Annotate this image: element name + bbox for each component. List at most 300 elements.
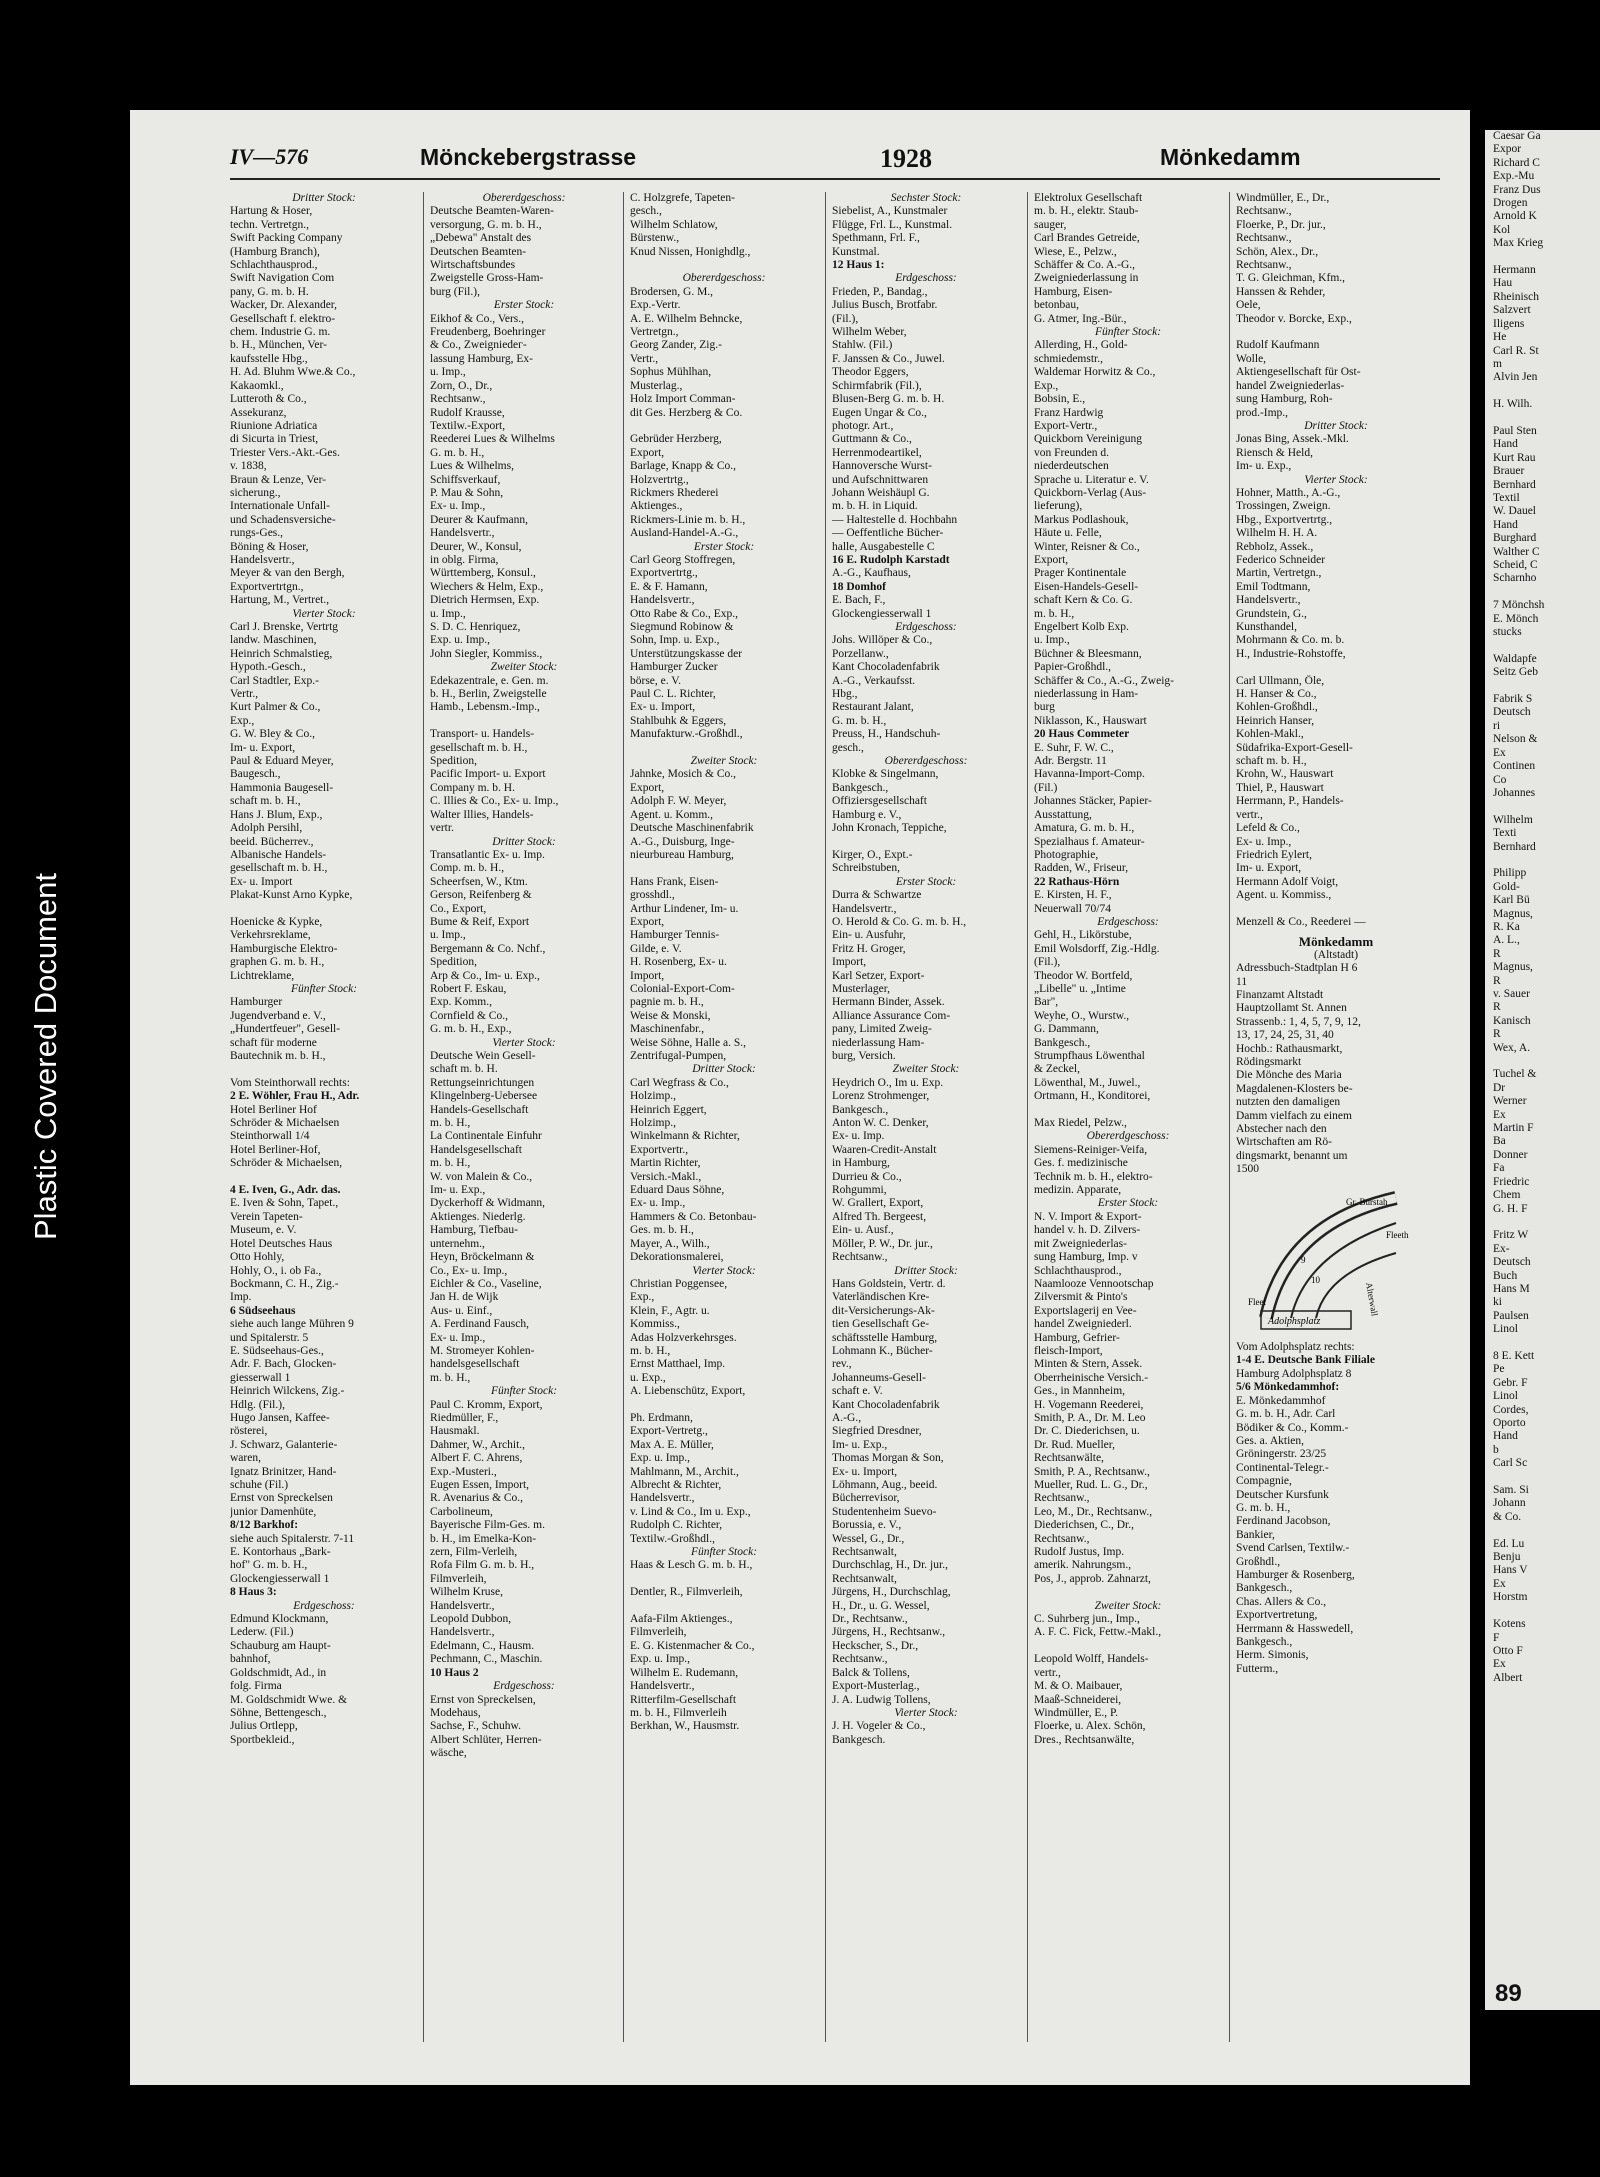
entry-line: Albanische Handels-	[230, 848, 327, 861]
entry-line: Sportbekleid.,	[230, 1733, 295, 1746]
adjacent-entry-line: R	[1493, 1028, 1501, 1041]
entry-line: Riedmüller, F.,	[430, 1411, 499, 1424]
entry-line: C. Holzgrefe, Tapeten-	[630, 192, 735, 204]
entry-line: „Libelle" u. „Intime	[1034, 982, 1126, 995]
entry-line: Rödingsmarkt	[1236, 1056, 1302, 1068]
entry-line: Walter Illies, Handels-	[430, 808, 534, 821]
entry-line: Krohn, W., Hauswart	[1236, 768, 1334, 781]
entry-line: Glockengiesserwall 1	[832, 607, 932, 620]
entry-line: Allerding, H., Gold-	[1034, 339, 1128, 352]
entry-line: Erster Stock:	[693, 540, 755, 553]
entry-line: Fünfter Stock:	[690, 1546, 758, 1559]
adjacent-entry-line	[1485, 680, 1600, 693]
column-1	[230, 192, 418, 2052]
entry-line: Wacker, Dr. Alexander,	[230, 299, 338, 312]
entry-line: Riunione Adriatica	[230, 419, 318, 432]
entry-line: Dentler, R., Filmverleih,	[630, 1586, 743, 1599]
entry-line: Möller, P. W., Dr. jur.,	[832, 1237, 933, 1250]
entry-line: niederlassung in Ham-	[1034, 688, 1139, 701]
adjacent-entry-line: Bernhard	[1493, 840, 1536, 853]
entry-line: Rudolph C. Richter,	[630, 1519, 723, 1532]
entry-line: Winkelmann & Richter,	[630, 1130, 740, 1143]
entry-line: H. Ad. Bluhm Wwe.& Co.,	[230, 366, 356, 379]
entry-line: Stahlbuhk & Eggers,	[630, 714, 727, 727]
entry-line: Erdgeschoss:	[1097, 915, 1159, 928]
adjacent-entry-line: Otto F	[1493, 1644, 1523, 1657]
adjacent-entry-line: Texti	[1493, 827, 1517, 840]
entry-line: Heinrich Eggert,	[630, 1103, 707, 1116]
entry-line: Hermann Binder, Assek.	[832, 996, 945, 1009]
entry-line: Max A. E. Müller,	[630, 1438, 714, 1451]
adjacent-entry-line: A. L.,	[1493, 934, 1520, 947]
entry-line: Zweigstelle Gross-Ham-	[430, 272, 544, 285]
entry-line: G. m. b. H.,	[430, 446, 485, 459]
entry-line: Exportvertrtg.,	[630, 567, 698, 580]
entry-line: Hausmakl.	[430, 1425, 480, 1438]
entry-line: Spedition,	[430, 755, 477, 768]
entry-line: Unterstützungskasse der	[630, 647, 743, 660]
entry-line: Goldschmidt, Ad., in	[230, 1666, 327, 1679]
adjacent-entry-line	[1485, 1216, 1600, 1229]
adjacent-entry-line	[1485, 251, 1600, 264]
entry-line: Sprache u. Literatur e. V.	[1034, 473, 1149, 486]
entry-line: Johs. Willöper & Co.,	[832, 634, 933, 647]
adjacent-entry-line	[1485, 639, 1600, 652]
adjacent-entry-line: ki	[1493, 1296, 1502, 1309]
entry-line: Futterm.,	[1236, 1662, 1279, 1675]
entry-line: Filmverleih,	[430, 1572, 487, 1585]
entry-line: Rickmers-Linie m. b. H.,	[630, 513, 746, 526]
entry-line: prod.-Imp.,	[1236, 406, 1289, 419]
entry-line: Leo, M., Dr., Rechtsanw.,	[1034, 1505, 1153, 1518]
entry-line: bahnhof,	[230, 1653, 271, 1666]
adjacent-entry-line: Ex	[1493, 1658, 1506, 1671]
entry-line: Offiziersgesellschaft	[832, 795, 927, 808]
entry-line: Albrecht & Richter,	[630, 1479, 722, 1491]
entry-line: Rechtsanwälte,	[1034, 1452, 1104, 1465]
entry-line: Böning & Hoser,	[230, 540, 309, 553]
header-rule	[230, 178, 1440, 180]
map-label: Fleeth	[1386, 1229, 1409, 1240]
entry-line: Handelsvertr.,	[832, 902, 897, 915]
adjacent-entry-line: b	[1493, 1443, 1499, 1456]
entry-line: Gerson, Reifenberg &	[430, 889, 532, 902]
adjacent-entry-line: Nelson &	[1493, 733, 1538, 746]
adjacent-entry-line: R	[1493, 974, 1501, 987]
entry-line: W. Grallert, Export,	[832, 1197, 924, 1210]
entry-line: Frieden, P., Bandag.,	[832, 285, 928, 298]
adjacent-entry-line: Drogen	[1493, 197, 1528, 210]
entry-line: Dyckerhoff & Widmann,	[430, 1197, 546, 1210]
entry-line: siehe auch Spitalerstr. 7-11	[230, 1532, 355, 1545]
entry-line: Hammers & Co. Betonbau-	[630, 1210, 757, 1223]
entry-line: Quickborn-Verlag (Aus-	[1034, 486, 1147, 499]
entry-line: in Hamburg,	[832, 1157, 890, 1170]
entry-line: Hartung & Hoser,	[230, 205, 313, 218]
entry-line: hof" G. m. b. H.,	[230, 1559, 308, 1572]
adjacent-entry-line: Waldapfe	[1493, 652, 1537, 665]
entry-line: Julius Ortlepp,	[230, 1720, 298, 1733]
entry-line: Hamburg, Tiefbau-	[430, 1224, 518, 1237]
page-reference: IV—576	[230, 144, 309, 169]
entry-line: Ein- u. Ausfuhr,	[832, 929, 906, 942]
entry-line: Schlachthausprod.,	[230, 259, 318, 272]
entry-line: Comp. m. b. H.,	[430, 862, 505, 875]
adjacent-entry-line: Brauer	[1493, 465, 1525, 478]
entry-line: Handelsvertr.,	[630, 1492, 695, 1505]
entry-line: sung Hamburg, Roh-	[1236, 393, 1333, 406]
adjacent-entry-line: Richard C	[1493, 156, 1540, 169]
entry-line: m. b. H. in Liquid.	[832, 500, 918, 513]
entry-line: Aktiengesellschaft für Ost-	[1236, 366, 1361, 379]
entry-line: G. W. Bley & Co.,	[230, 728, 315, 741]
adjacent-entry-line	[1485, 1605, 1600, 1618]
entry-line: nieurbureau Hamburg,	[630, 848, 734, 861]
adjacent-entry-line: Kurt Rau	[1493, 451, 1536, 464]
entry-line: dit-Versicherungs-Ak-	[832, 1304, 935, 1317]
adjacent-entry-line: Scheid, C	[1493, 559, 1538, 571]
entry-line: siehe auch lange Mühren 9	[230, 1318, 354, 1331]
entry-line: 6 Südseehaus	[230, 1304, 296, 1317]
entry-line: junior Damenhüte,	[230, 1505, 317, 1518]
entry-line: Dekorationsmalerei,	[630, 1251, 724, 1264]
entry-line: Christian Poggensee,	[630, 1277, 728, 1290]
entry-line: Import,	[630, 969, 665, 982]
entry-line: Ritterfilm-Gesellschaft	[630, 1693, 737, 1706]
entry-line: Exp. u. Imp.,	[430, 634, 491, 647]
section-intro-lines	[1236, 962, 1436, 1177]
column-4	[832, 192, 1020, 2052]
entry-line: rösterei,	[230, 1425, 268, 1438]
entry-line: Siegfried Dresdner,	[832, 1425, 922, 1438]
entry-line: Deurer, W., Konsul,	[430, 540, 522, 553]
entry-line: Winter, Reisner & Co.,	[1034, 540, 1140, 553]
column-2	[430, 192, 618, 2052]
entry-line: & Zeckel,	[1034, 1063, 1080, 1076]
entry-line: Ex- u. Imp.,	[430, 1331, 486, 1344]
entry-line: v. Lind & Co., Im u. Exp.,	[630, 1505, 751, 1518]
entry-line: Dritter Stock:	[492, 835, 556, 848]
entry-line: Wessel, G., Dr.,	[832, 1532, 905, 1545]
entry-line: Kommiss.,	[630, 1318, 680, 1331]
adjacent-entry-line: & Co.	[1493, 1510, 1522, 1523]
entry-line: Jan H. de Wijk	[430, 1291, 499, 1304]
adjacent-entry-line: R. Ka	[1493, 920, 1520, 933]
entry-line: Paul C. L. Richter,	[630, 688, 716, 701]
entry-line: Erdgeschoss:	[493, 1680, 555, 1693]
entry-line: Jürgens, H., Durchschlag,	[832, 1586, 951, 1599]
entry-line: in oblg. Firma,	[430, 553, 499, 566]
adjacent-entry-line	[1485, 854, 1600, 867]
entry-line: Export-Musterlag.,	[832, 1680, 920, 1693]
entry-line: W. von Malein & Co.,	[430, 1170, 533, 1183]
entry-line: (Fil.),	[832, 312, 859, 325]
adjacent-entry-line: W. Dauel	[1493, 505, 1537, 518]
entry-line: M. & O. Maibauer,	[1034, 1680, 1123, 1693]
adjacent-entry-line: Dr	[1493, 1081, 1506, 1094]
entry-line: betonbau,	[1034, 299, 1080, 312]
entry-line: Barlage, Knapp & Co.,	[630, 460, 737, 473]
entry-line: Hohner, Matth., A.-G.,	[1236, 486, 1341, 499]
entry-line: Svend Carlsen, Textilw.-	[1236, 1542, 1350, 1555]
entry-line: Bankgesch.,	[832, 1103, 889, 1116]
entry-line: nutzten den damaligen	[1236, 1096, 1341, 1109]
entry-line: Schiffsverkauf,	[430, 473, 501, 486]
entry-line: waren,	[230, 1452, 261, 1465]
section-subtitle: (Altstadt)	[1313, 948, 1359, 961]
entry-line: Havanna-Import-Comp.	[1034, 768, 1145, 781]
entry-line: m. b. H.,	[630, 1344, 671, 1357]
adjacent-entry-line: 8 E. Kett	[1493, 1349, 1535, 1362]
entry-line: Hartung, M., Vertret.,	[230, 594, 330, 607]
entry-line: Glockengiesserwall 1	[230, 1572, 330, 1585]
entry-line: Floerke, u. Alex. Schön,	[1034, 1720, 1146, 1733]
entry-line: grosshdl.,	[630, 889, 675, 902]
entry-line: Franz Hardwig	[1034, 406, 1104, 419]
adjacent-entry-line: Carl R. St	[1493, 344, 1539, 357]
entry-line: vertr.,	[1236, 808, 1263, 821]
entry-line: handel v. h. D. Zilvers-	[1034, 1224, 1141, 1237]
entry-line: Hotel Deutsches Haus	[230, 1237, 333, 1250]
entry-line: Württemberg, Konsul.,	[430, 567, 536, 580]
entry-line: Verein Tapeten-	[230, 1210, 303, 1223]
entry-line: Floerke, P., Dr. jur.,	[1236, 218, 1326, 231]
adjacent-entry-line: Rheinisch	[1493, 290, 1539, 303]
entry-line: Klobke & Singelmann,	[832, 768, 939, 781]
entry-line: m. b. H.,	[430, 1371, 471, 1384]
adjacent-entry-line: Max Krieg	[1493, 237, 1544, 250]
entry-line: Reederei Lues & Wilhelms	[430, 433, 555, 446]
entry-line: Theodor Eggers,	[832, 366, 909, 379]
entry-line: „Hundertfeuer", Gesell-	[230, 1023, 341, 1036]
entry-line: Kohlen-Großhdl.,	[1236, 701, 1318, 714]
entry-line: Kant Chocoladenfabrik	[832, 1398, 940, 1411]
entry-line: J. H. Vogeler & Co.,	[832, 1720, 926, 1733]
entry-line: Flügge, Frl. L., Kunstmal.	[832, 218, 953, 231]
entry-line: Freudenberg, Boehringer	[430, 326, 546, 339]
entry-line	[230, 1063, 418, 1076]
entry-line: Wirtschaftsbundes	[430, 259, 516, 272]
entry-line: Hotel Berliner Hof	[230, 1103, 317, 1116]
entry-line: (Fil.),	[1034, 956, 1061, 969]
entry-line: Durchschlag, H., Dr. jur.,	[832, 1559, 948, 1572]
entry-line: Sohn, Imp. u. Exp.,	[630, 634, 720, 647]
entry-line: Heckscher, S., Dr.,	[832, 1639, 919, 1652]
entry-line: Großhdl.,	[1236, 1555, 1281, 1568]
entry-line: E. Suhr, F. W. C.,	[1034, 741, 1114, 754]
entry-line: Lichtreklame,	[230, 969, 295, 982]
entry-line: Exp.,	[630, 1291, 655, 1304]
entry-line: Carl J. Brenske, Vertrtg	[230, 621, 339, 633]
entry-line: Hamburger Zucker	[630, 661, 718, 674]
entry-line: Klingelnberg-Uebersee	[430, 1090, 538, 1103]
entry-line: Eduard Daus Söhne,	[630, 1184, 725, 1197]
entry-line	[630, 1399, 818, 1412]
entry-line: burg, Versich.	[832, 1050, 896, 1062]
entry-line: Company m. b. H.	[430, 781, 515, 794]
adjacent-entry-line: Benju	[1493, 1551, 1521, 1564]
entry-line: Erster Stock:	[1097, 1197, 1159, 1210]
entry-line: M. Goldschmidt Wwe. &	[230, 1693, 348, 1706]
adjacent-entry-line: Deutsch	[1493, 706, 1531, 719]
entry-line: Jahnke, Mosich & Co.,	[630, 768, 737, 781]
entry-line: landw. Maschinen,	[230, 634, 317, 647]
column-6-lines	[1236, 192, 1436, 929]
entry-line: Musterlager,	[832, 982, 890, 995]
entry-line: C. Suhrberg jun., Imp.,	[1034, 1613, 1140, 1626]
entry-line: Rechtsanwalt,	[832, 1546, 897, 1559]
entry-line: 13, 17, 24, 25, 31, 40	[1236, 1029, 1334, 1042]
entry-line: E. Iven & Sohn, Tapet.,	[230, 1197, 339, 1210]
entry-line: Eichler & Co., Vaseline,	[430, 1277, 542, 1290]
adjacent-entry-line: Caesar Ga	[1493, 130, 1541, 142]
left-street-heading: Mönckebergstrasse	[420, 144, 637, 170]
entry-line	[1034, 1640, 1222, 1653]
entry-line: Riensch & Held,	[1236, 446, 1313, 459]
entry-line: Finanzamt Altstadt	[1236, 988, 1324, 1001]
entry-line: Handelsgesellschaft	[430, 1143, 522, 1156]
adjacent-entry-line: Alvin Jen	[1493, 371, 1538, 384]
entry-line: Exp. u. Imp.,	[630, 1653, 691, 1666]
entry-line: Dahmer, W., Archit.,	[430, 1438, 526, 1451]
entry-line: Rechtsanwalt,	[832, 1572, 897, 1585]
street-map	[1246, 1183, 1416, 1333]
entry-line: unternehm.,	[430, 1237, 485, 1250]
entry-line: Bockmann, C. H., Zig.-	[230, 1277, 339, 1290]
entry-line: halle, Ausgabestelle C	[832, 540, 935, 553]
adjacent-entry-line: Hand	[1493, 518, 1518, 531]
entry-line: und Aufschnittwaren	[832, 473, 929, 486]
entry-line: Dres., Rechtsanwälte,	[1034, 1733, 1135, 1746]
entry-line: Hans Frank, Eisen-	[630, 875, 719, 888]
entry-line: Ex- u. Imp.,	[630, 1197, 686, 1210]
entry-line: Stahlw. (Fil.)	[832, 339, 893, 352]
adjacent-entry-line: ri	[1493, 719, 1501, 732]
entry-line: Export-Vertr.,	[1034, 419, 1098, 432]
entry-line: Bankgesch.,	[1236, 1636, 1293, 1648]
adjacent-entry-line: Martin F	[1493, 1122, 1534, 1135]
column-divider	[1027, 192, 1028, 2042]
entry-line: H. Rosenberg, Ex- u.	[630, 956, 727, 969]
entry-line: Gröningerstr. 23/25	[1236, 1448, 1327, 1461]
entry-line: Handelsvertr.,	[430, 1626, 495, 1639]
entry-line: Hamburger & Rosenberg,	[1236, 1568, 1355, 1581]
adjacent-entry-line: v. Sauer	[1493, 988, 1530, 1000]
adjacent-entry-line: Ex	[1493, 1108, 1506, 1121]
entry-line: Lutteroth & Co.,	[230, 393, 307, 406]
entry-line: Hans J. Blum, Exp.,	[230, 808, 323, 821]
entry-line: Museum, e. V.	[230, 1224, 297, 1237]
entry-line: Trossingen, Zweign.	[1236, 500, 1331, 513]
entry-line: Export,	[630, 915, 665, 928]
entry-line: niederdeutschen	[1034, 460, 1109, 473]
entry-line: Menzell & Co., Reederei —	[1236, 915, 1366, 928]
entry-line: Erster Stock:	[493, 299, 555, 312]
adjacent-entry-line: Paul Sten	[1493, 424, 1537, 437]
entry-line: H. Hanser & Co.,	[1236, 688, 1317, 701]
column-5	[1034, 192, 1222, 2052]
entry-line: Smith, P. A., Rechtsanw.,	[1034, 1465, 1150, 1478]
entry-line: photogr. Art.,	[832, 419, 894, 432]
entry-line: rungs-Ges.,	[230, 527, 284, 540]
entry-line: 8 Haus 3:	[230, 1586, 277, 1599]
entry-line: Carl Brandes Getreide,	[1034, 232, 1140, 245]
entry-line: Mohrmann & Co. m. b.	[1236, 634, 1345, 647]
entry-line: u. Imp.,	[1034, 634, 1070, 647]
entry-line: Jonas Bing, Assek.-Mkl.	[1236, 433, 1349, 446]
entry-line: dit Ges. Herzberg & Co.	[630, 406, 743, 419]
entry-line: O. Herold & Co. G. m. b. H.,	[832, 915, 967, 928]
entry-line: Maaß-Schneiderei,	[1034, 1693, 1122, 1706]
entry-line: Wilhelm Weber,	[832, 326, 907, 339]
entry-line: schmiedemstr.,	[1034, 352, 1103, 365]
entry-line: E. Südseehaus-Ges.,	[230, 1344, 324, 1357]
adjacent-entry-line: Horstm	[1493, 1591, 1528, 1604]
entry-line: J. A. Ludwig Tollens,	[832, 1693, 931, 1706]
right-street-heading: Mönkedamm	[1160, 144, 1301, 170]
entry-line: Siemens-Reiniger-Veifa,	[1034, 1143, 1148, 1156]
entry-line: sung Hamburg, Imp. v	[1034, 1251, 1138, 1264]
entry-line: Schröder & Michaelsen	[230, 1117, 340, 1130]
entry-line: lieferung),	[1034, 500, 1083, 513]
entry-line: Wilhelm Kruse,	[430, 1586, 503, 1599]
adjacent-entry-line: Karl Bü	[1493, 894, 1530, 907]
entry-line: Ex- u. Import	[230, 875, 293, 888]
map-label: Gr. Burstah	[1346, 1196, 1388, 1207]
entry-line: Rechtsanw.,	[1236, 205, 1292, 218]
entry-line: Kakaomkl.,	[230, 379, 284, 392]
entry-line: John Siegler, Kommiss.,	[430, 647, 543, 660]
entry-line: schaft m. b. H.,	[1236, 755, 1307, 768]
entry-line: Arp & Co., Im- u. Exp.,	[430, 969, 540, 982]
entry-line: Ex- u. Import,	[630, 701, 696, 714]
entry-line: Deutsche Beamten-Waren-	[430, 205, 554, 218]
entry-line: Magdalenen-Klosters be-	[1236, 1082, 1353, 1095]
section-title-moenkedamm: Mönkedamm	[1298, 934, 1374, 950]
entry-line: C. Illies & Co., Ex- u. Imp.,	[430, 795, 559, 808]
entry-line: Erdgeschoss:	[895, 621, 957, 633]
adjacent-entry-line: Hermann	[1493, 264, 1536, 277]
entry-line: Rechtsanw.,	[832, 1653, 888, 1666]
entry-line: Häute u. Felle,	[1034, 527, 1102, 540]
entry-line: Fünfter Stock:	[1094, 326, 1162, 339]
entry-line: Wiechers & Helm, Exp.,	[430, 580, 544, 593]
entry-line: Thomas Morgan & Son,	[832, 1452, 944, 1465]
entry-line: Zweiter Stock:	[892, 1063, 960, 1076]
entry-line: P. Mau & Sohn,	[430, 486, 504, 499]
adjacent-entry-line: R	[1493, 1001, 1501, 1014]
entry-line: Lefeld & Co.,	[1236, 822, 1300, 835]
entry-line: 5/6 Mönkedammhof:	[1236, 1381, 1340, 1394]
entry-line: mit Zweigniederlas-	[1034, 1237, 1127, 1250]
map-label: 9	[1301, 1254, 1306, 1265]
entry-line: Johann Weishäupl G.	[832, 486, 930, 499]
entry-line: Exp.-Musteri.,	[430, 1465, 497, 1478]
entry-line: Handelsvertr.,	[430, 1599, 495, 1612]
entry-line: Paul C. Kromm, Export,	[430, 1398, 543, 1411]
entry-line: Herm. Simonis,	[1236, 1649, 1309, 1662]
adjacent-entry-line: Magnus,	[1493, 961, 1533, 974]
entry-line: Hannoversche Wurst-	[832, 460, 932, 473]
entry-line: Zweiter Stock:	[490, 661, 558, 674]
entry-line: schaft m. b. H.,	[230, 795, 301, 808]
entry-line: G. m. b. H., Exp.,	[430, 1023, 512, 1036]
entry-line: Ph. Erdmann,	[630, 1411, 693, 1424]
entry-line: Leopold Wolff, Handels-	[1034, 1653, 1149, 1666]
entry-line: Smith, P. A., Dr. M. Leo	[1034, 1411, 1146, 1424]
entry-line: Obererdgeschoss:	[1086, 1130, 1170, 1143]
entry-line: Aafa-Film Aktienges.,	[630, 1613, 733, 1626]
